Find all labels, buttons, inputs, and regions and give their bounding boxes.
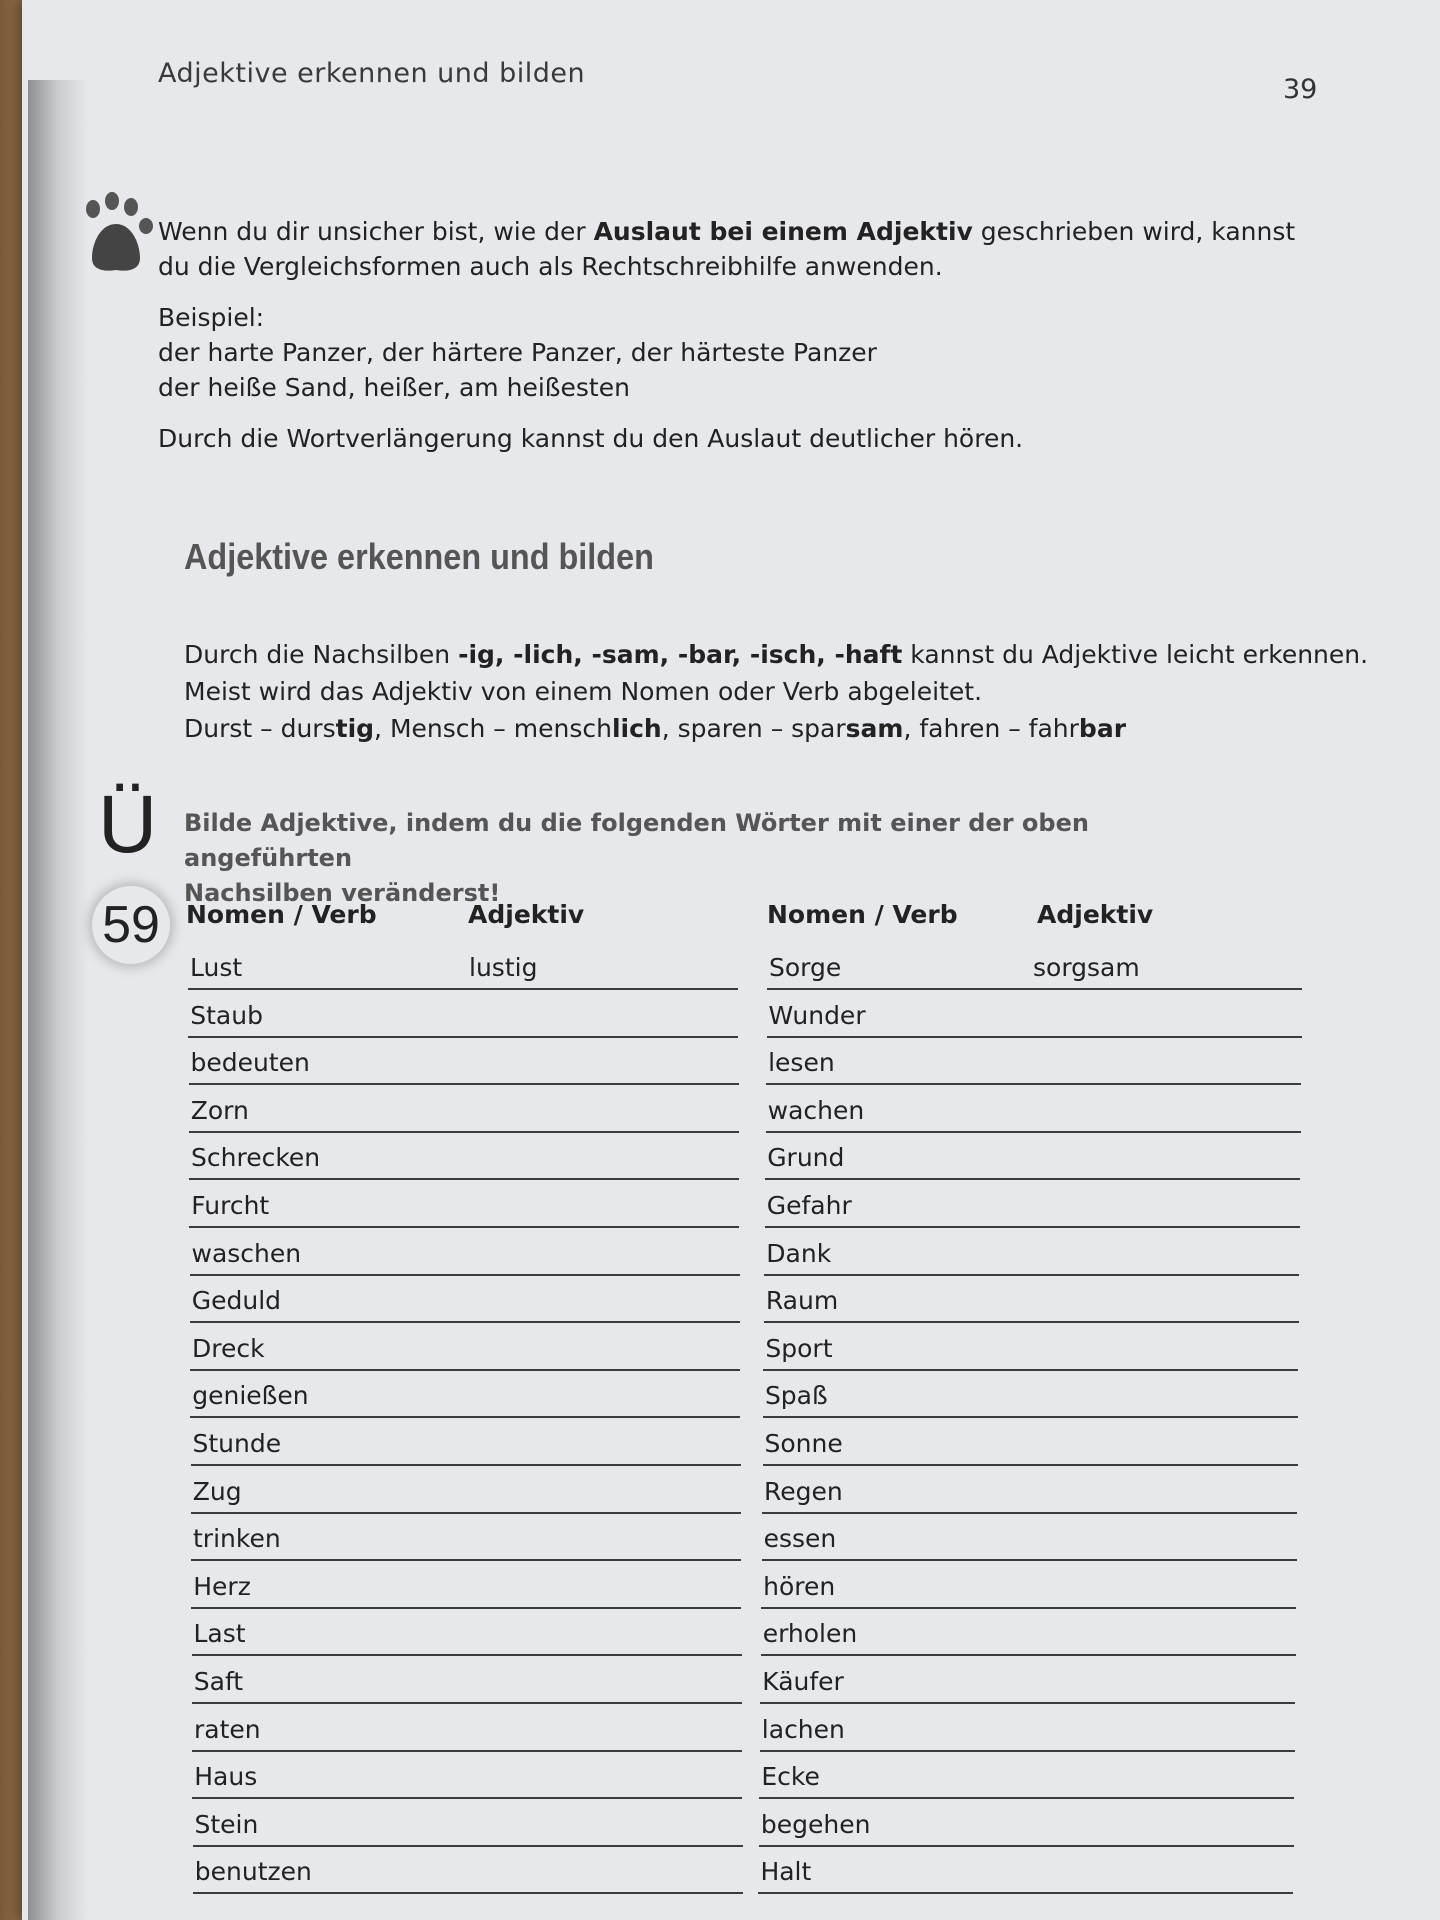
right-table-row (763, 1322, 1298, 1371)
right-table-row (759, 1798, 1294, 1847)
tip-line1-post: geschrieben wird, kannst (972, 217, 1296, 246)
right-header-noun: Nomen / Verb (767, 900, 958, 929)
word-cell: Saft (193, 1667, 244, 1696)
word-cell: trinken (193, 1524, 281, 1554)
word-cell: hören (763, 1571, 836, 1601)
left-header-adjective: Adjektiv (468, 900, 585, 929)
right-header-adjective: Adjektiv (1037, 900, 1154, 929)
example-line-1: der harte Panzer, der härtere Panzer, der härteste Panzer (158, 338, 877, 367)
tip-line2: du die Vergleichsformen auch als Rechtschreibhilfe anwenden. (158, 252, 943, 281)
right-table-row (765, 1131, 1300, 1180)
right-table-row (762, 1512, 1297, 1561)
word-cell: erholen (762, 1619, 858, 1649)
exercise-marker: Ü (98, 779, 158, 870)
rule-example-part: , Mensch – mensch (374, 714, 612, 743)
word-cell: Staub (190, 1000, 263, 1030)
left-table-row (190, 1274, 740, 1323)
left-table-row (192, 1655, 742, 1704)
word-cell: Dreck (192, 1333, 265, 1363)
left-table-row (189, 1036, 739, 1085)
word-cell: waschen (191, 1238, 302, 1268)
example-line-2: der heiße Sand, heißer, am heißesten (158, 373, 630, 402)
right-table-row (758, 1845, 1293, 1894)
word-cell: essen (763, 1524, 837, 1554)
word-cell: Furcht (191, 1191, 270, 1220)
left-table-row (189, 1131, 739, 1180)
right-table-row (764, 1274, 1299, 1323)
right-table-row (763, 1369, 1298, 1418)
left-table-row (192, 1750, 742, 1799)
right-table-row (766, 1084, 1301, 1133)
word-cell: Geduld (191, 1286, 282, 1316)
exercise-instruction (184, 806, 1224, 911)
rule-example-suffix: lich (611, 714, 662, 743)
right-table-row (761, 1607, 1296, 1656)
word-cell: wachen (767, 1095, 865, 1125)
tip-text (158, 214, 1298, 284)
exercise-number: 59 (90, 884, 172, 966)
tip-box (158, 214, 1298, 472)
word-cell: Ecke (761, 1762, 820, 1792)
word-cell: benutzen (194, 1857, 312, 1887)
tip-example (158, 300, 1298, 405)
rule-examples (184, 710, 1314, 747)
tip-line1-bold: Auslaut bei einem Adjektiv (593, 217, 973, 246)
rule-suffixes: -ig, -lich, -sam, -bar, -isch, -haft (458, 640, 903, 669)
rule-line1-post: kannst du Adjektive leicht erkennen. (902, 640, 1369, 669)
word-cell: Gefahr (766, 1191, 852, 1220)
word-cell: Halt (760, 1857, 812, 1887)
rule-example-part: , sparen – spar (661, 714, 846, 743)
right-table-row (762, 1465, 1297, 1514)
left-table-row (191, 1512, 741, 1561)
right-table-row (765, 1179, 1300, 1228)
section-title: Adjektive erkennen und bilden (184, 536, 654, 577)
rule-example-suffix: tig (335, 714, 375, 743)
word-cell: Last (193, 1619, 246, 1649)
word-cell: genießen (192, 1381, 309, 1411)
running-head: Adjektive erkennen und bilden (158, 58, 586, 89)
word-cell: Sport (765, 1333, 833, 1363)
instruction-line-2: Nachsilben veränderst! (184, 879, 501, 907)
word-cell: Sonne (764, 1429, 843, 1458)
instruction-line-1: Bilde Adjektive, indem du die folgenden Wörter mit einer der oben angeführten (184, 809, 1089, 872)
word-cell: Haus (194, 1762, 258, 1792)
word-cell: lachen (761, 1714, 845, 1744)
page-number: 39 (1283, 74, 1318, 105)
rule-line1-pre: Durch die Nachsilben (184, 640, 459, 669)
word-cell: Sorge (769, 953, 842, 982)
word-cell: Grund (767, 1143, 845, 1173)
rule-example-suffix: sam (845, 714, 904, 743)
word-cell: Stunde (192, 1429, 282, 1458)
rule-line-1 (184, 636, 1369, 673)
rule-line-2: Meist wird das Adjektiv von einem Nomen oder Verb abgeleitet. (184, 677, 983, 706)
word-cell: Schrecken (191, 1143, 321, 1173)
left-table-row (189, 1179, 739, 1228)
page-spine-shadow (28, 80, 88, 1920)
right-table-row (766, 1036, 1301, 1085)
example-label: Beispiel: (158, 303, 265, 332)
word-cell: Herz (193, 1571, 251, 1601)
left-table-row (188, 989, 738, 1038)
left-table-row (191, 1560, 741, 1609)
right-table-row (767, 989, 1302, 1038)
left-table-row (191, 1417, 741, 1466)
adjective-answer-field[interactable]: lustig (469, 953, 538, 982)
tip-conclusion: Durch die Wortverlängerung kannst du den Auslaut deutlicher hören. (158, 424, 1024, 453)
left-table-row (193, 1845, 743, 1894)
word-cell: begehen (760, 1809, 871, 1839)
right-table-row (764, 1227, 1299, 1276)
word-cell: Zorn (190, 1095, 249, 1125)
word-cell: Raum (765, 1286, 839, 1316)
left-table-row (190, 1227, 740, 1276)
left-table-row (190, 1369, 740, 1418)
left-table-row (190, 1322, 740, 1371)
word-cell: Zug (192, 1476, 242, 1506)
right-table-row (761, 1560, 1296, 1609)
word-cell: Käufer (762, 1667, 844, 1696)
word-cell: lesen (768, 1048, 835, 1078)
rule-example-suffix: bar (1078, 714, 1127, 743)
right-table-row (760, 1703, 1295, 1752)
word-cell: Wunder (768, 1000, 866, 1030)
rule-example-part: Durst – durs (184, 714, 336, 743)
left-table-row (193, 1798, 743, 1847)
word-cell: bedeuten (190, 1048, 310, 1078)
rule-example-part: , fahren – fahr (903, 714, 1079, 743)
word-cell: Spaß (764, 1381, 828, 1411)
word-cell: Regen (764, 1476, 843, 1506)
right-table-row (767, 941, 1302, 990)
left-table-row (191, 1465, 741, 1514)
word-cell: Stein (194, 1809, 259, 1839)
left-table-row (192, 1607, 742, 1656)
word-cell: Lust (190, 953, 243, 982)
left-table-row (192, 1703, 742, 1752)
adjective-answer-field[interactable]: sorgsam (1033, 953, 1140, 982)
left-table-row (189, 1084, 739, 1133)
left-header-noun: Nomen / Verb (186, 900, 377, 929)
paw-icon (70, 186, 160, 276)
right-table-row (763, 1417, 1298, 1466)
tip-line1-pre: Wenn du dir unsicher bist, wie der (158, 217, 594, 246)
left-table-row (188, 941, 738, 990)
right-table-row (760, 1655, 1295, 1704)
rule-text (184, 636, 1369, 747)
word-cell: raten (194, 1714, 261, 1744)
word-cell: Dank (766, 1238, 832, 1268)
right-table-row (759, 1750, 1294, 1799)
